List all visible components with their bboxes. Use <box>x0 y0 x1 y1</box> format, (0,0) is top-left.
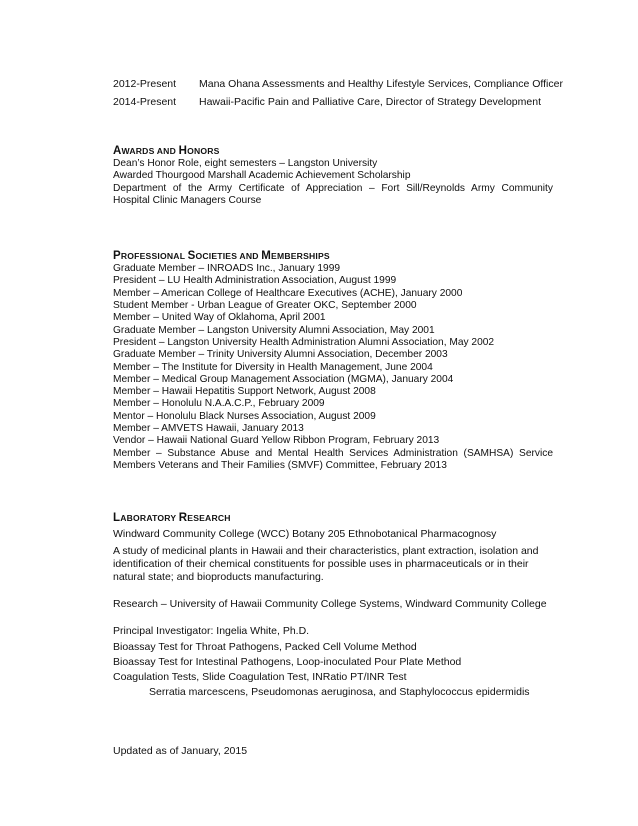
test-item: Bioassay Test for Throat Pathogens, Packed Cell Volume Method <box>113 640 417 653</box>
lab-research-body <box>113 528 553 699</box>
societies-section <box>113 249 553 472</box>
lab-research-section <box>113 511 553 699</box>
societies-heading: PROFESSIONAL SOCIETIES AND MEMBERSHIPS <box>113 250 330 263</box>
societies-list <box>113 263 553 472</box>
membership-item: President – Langston University Health Administration Alumni Association, May 2002 <box>113 336 495 348</box>
experience-date: 2012-Present <box>113 78 177 90</box>
membership-item: Member – Hawaii Hepatitis Support Network, August 2008 <box>113 386 376 398</box>
membership-item: Student Member - Urban League of Greater OKC, September 2000 <box>113 300 417 312</box>
awards-heading: AWARDS AND HONORS <box>113 145 220 157</box>
award-item: Awarded Thourgood Marshall Academic Achievement Scholarship <box>113 170 411 182</box>
test-item: Bioassay Test for Intestinal Pathogens, Loop-inoculated Pour Plate Method <box>113 656 462 669</box>
principal-investigator: Principal Investigator: Ingelia White, Ph.D. <box>113 625 310 638</box>
experience-description: Hawaii-Pacific Pain and Palliative Care, Director of Strategy Development <box>199 96 541 108</box>
lab-research-heading: LABORATORY RESEARCH <box>113 512 231 525</box>
experience-row <box>113 76 563 92</box>
membership-item: Member – AMVETS Hawaii, January 2013 <box>113 423 304 435</box>
membership-item: Members Veterans and Their Families (SMVF) Committee, February 2013 <box>113 459 447 471</box>
experience-description: Mana Ohana Assessments and Healthy Lifestyle Services, Compliance Officer <box>199 78 563 90</box>
award-item: Hospital Clinic Managers Course <box>113 194 262 206</box>
membership-item: Member – The Institute for Diversity in Health Management, June 2004 <box>113 361 433 373</box>
membership-item: Graduate Member – INROADS Inc., January 1999 <box>113 263 341 275</box>
research-affiliation: Research – University of Hawaii Community College Systems, Windward Community College <box>113 597 547 610</box>
award-item: Dean’s Honor Role, eight semesters – Langston University <box>113 158 378 169</box>
course-description: A study of medicinal plants in Hawaii and their characteristics, plant extraction, isolation and identification of their chemical constituents for possible uses in pharmaceuticals or in their natural state; and bioproducts manufacturing. <box>113 544 539 584</box>
test-item: Coagulation Tests, Slide Coagulation Test, INRatio PT/INR Test <box>113 671 407 684</box>
awards-section <box>113 144 553 207</box>
experience-section <box>113 76 563 110</box>
membership-item: Graduate Member – Trinity University Alumni Association, December 2003 <box>113 349 448 361</box>
course-title: Windward Community College (WCC) Botany 205 Ethnobotanical Pharmacognosy <box>113 528 497 541</box>
membership-item: Member – American College of Healthcare Executives (ACHE), January 2000 <box>113 287 463 299</box>
resume-content <box>113 76 563 758</box>
membership-item: Vendor – Hawaii National Guard Yellow Ribbon Program, February 2013 <box>113 435 440 447</box>
membership-item: Member – Substance Abuse and Mental Health Services Administration (SAMHSA) Service <box>113 447 553 459</box>
membership-item: Member – Medical Group Management Association (MGMA), January 2004 <box>113 373 454 385</box>
experience-row <box>113 94 553 110</box>
experience-date: 2014-Present <box>113 96 177 108</box>
membership-item: Graduate Member – Langston University Alumni Association, May 2001 <box>113 324 435 336</box>
membership-item: Mentor – Honolulu Black Nurses Association, August 2009 <box>113 410 376 422</box>
membership-item: President – LU Health Administration Association, August 1999 <box>113 275 397 287</box>
membership-item: Member – United Way of Oklahoma, April 2001 <box>113 312 326 324</box>
membership-item: Member – Honolulu N.A.A.C.P., February 2009 <box>113 398 325 410</box>
organisms-list: Serratia marcescens, Pseudomonas aeruginosa, and Staphylococcus epidermidis <box>149 685 530 698</box>
updated-date: Updated as of January, 2015 <box>113 745 248 758</box>
awards-list <box>113 158 553 207</box>
award-item: Department of the Army Certificate of Appreciation – Fort Sill/Reynolds Army Community <box>113 182 553 194</box>
